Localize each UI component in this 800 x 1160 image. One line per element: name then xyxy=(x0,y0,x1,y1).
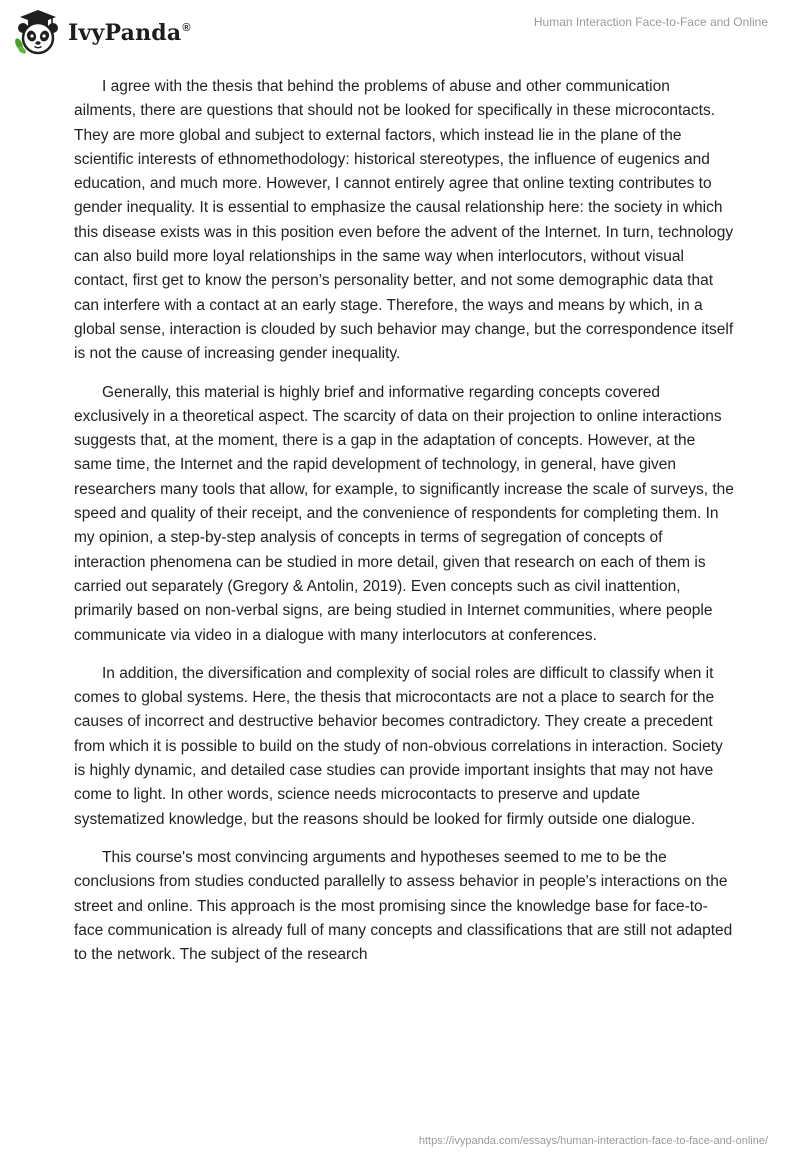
registered-mark: ® xyxy=(182,22,191,34)
source-url[interactable]: https://ivypanda.com/essays/human-interaction-face-to-face-and-online/ xyxy=(418,1135,768,1147)
brand-name xyxy=(68,20,191,46)
paragraph: In addition, the diversification and complexity of social roles are difficult to classify when it comes to global systems. Here, the thesis that microcontacts are not a place to search for the causes of incorrect and destructive behavior becomes contradictory. They create a precedent from which it is possible to build on the study of non-obvious correlations in interaction. Society is highly dynamic, and detailed case studies can provide important insights that may not have come to light. In other words, science needs microcontacts to preserve and update systematized knowledge, but the reasons should be looked for firmly outside one dialogue. xyxy=(74,664,723,828)
paragraph: Generally, this material is highly brief and informative regarding concepts covered exclusively in a theoretical aspect. The scarcity of data on their projection to online interactions suggests that, at the moment, there is a gap in the adaptation of concepts. However, at the same time, the Internet and the rapid development of technology, in general, have given researchers many tools that allow, for example, to significantly increase the scale of surveys, the speed and quality of their receipt, and the convenience of respondents for completing them. In my opinion, a step-by-step analysis of concepts in terms of segregation of concepts of interaction phenomena can be studied in more detail, given that research on each of them is carried out separately (Gregory & Antolin, 2019). Even concepts such as civil inattention, primarily based on non-verbal signs, are being studied in Internet communities, where people communicate via video in a dialogue with many interlocutors at conferences. xyxy=(74,383,734,644)
essay-body xyxy=(74,75,734,981)
paragraph: I agree with the thesis that behind the problems of abuse and other communication ailments, there are questions that should not be looked for specifically in these microcontacts. They are more global and subject to external factors, which instead lie in the plane of the scientific interests of ethnomethodology: historical stereotypes, the influence of eugenics and education, and much more. However, I cannot entirely agree that online texting contributes to gender inequality. It is essential to emphasize the causal relationship here: the society in which this disease exists was in this position even before the advent of the Internet. In turn, technology can also build more loyal relationships in the same way when interlocutors, without visual contact, first get to know the person’s personality better, and not some demographic data that can interfere with a contact at an early stage. Therefore, the ways and means by which, in a global sense, interaction is clouded by such behavior may change, but the correspondence itself is not the cause of increasing gender inequality. xyxy=(74,78,734,363)
brand-name-text: IvyPanda xyxy=(68,20,182,46)
document-title: Human Interaction Face-to-Face and Online xyxy=(533,15,768,29)
panda-graduate-logo-icon xyxy=(14,8,62,56)
brand-logo[interactable] xyxy=(14,8,191,56)
paragraph: This course's most convincing arguments and hypotheses seemed to me to be the conclusions from studies conducted parallelly to assess behavior in people's interactions on the street and online. This approach is the most promising since the knowledge base for face-to-face communication is already full of many concepts and classifications that are still not adapted to the network. The subject of the research xyxy=(74,848,733,964)
page-header xyxy=(0,0,800,70)
